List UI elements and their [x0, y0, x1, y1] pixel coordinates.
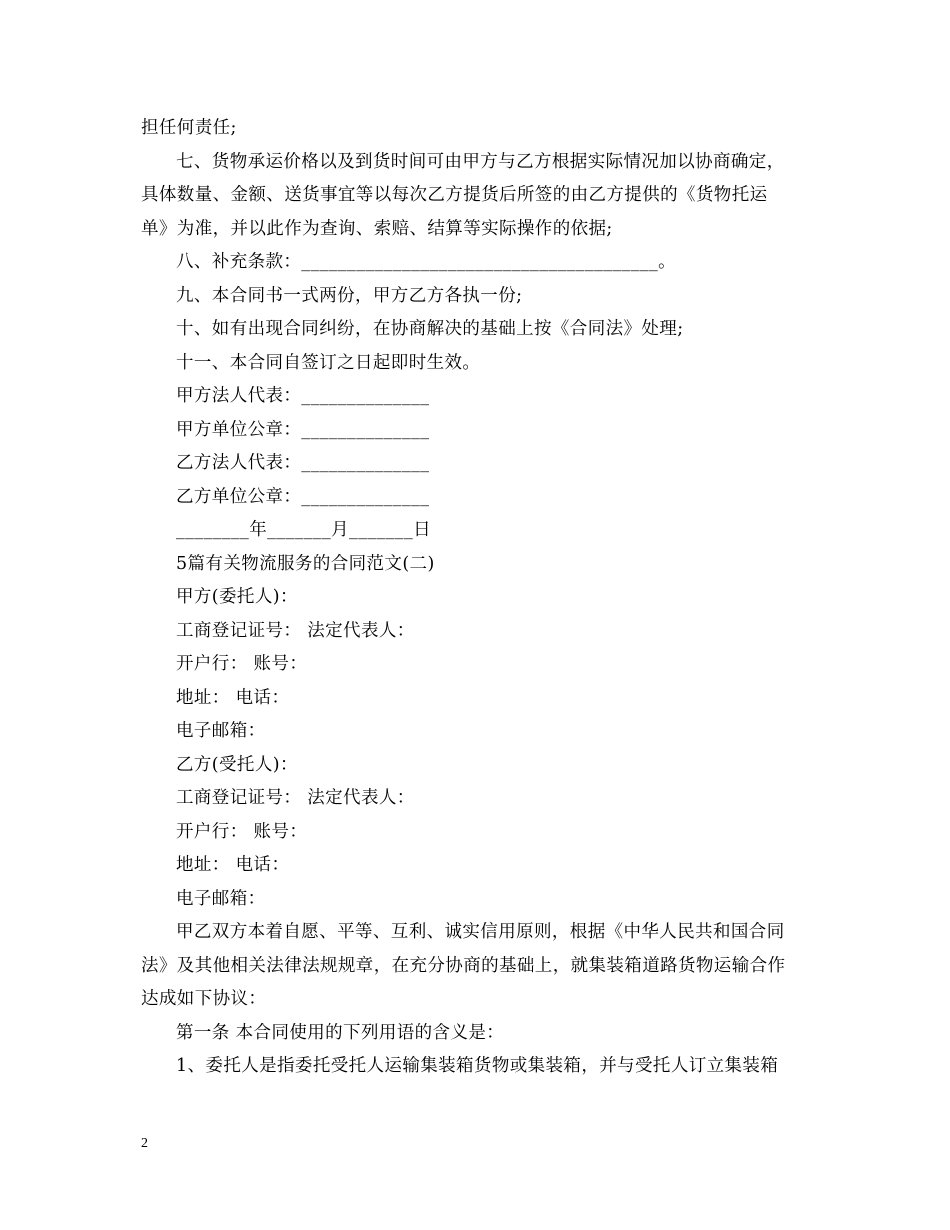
- article-one-item-1: 1、委托人是指委托受托人运输集装箱货物或集装箱，并与受托人订立集装箱: [176, 1056, 779, 1076]
- page-number: 2: [141, 1136, 148, 1151]
- party-a-registration: 工商登记证号： 法定代表人：: [176, 620, 415, 641]
- party-b-seal-line: 乙方单位公章：______________: [176, 486, 430, 507]
- text-line-6: 九、本合同书一式两份，甲方乙方各执一份;: [176, 285, 523, 306]
- party-a-bank: 开户行： 账号：: [176, 654, 308, 674]
- party-b-legal-rep-line: 乙方法人代表：______________: [176, 453, 430, 473]
- preamble-line-2: 法》及其他相关法律法规规章，在充分协商的基础上，就集装箱道路货物运输合作: [141, 955, 786, 976]
- party-a-seal-line: 甲方单位公章：______________: [176, 419, 430, 440]
- party-b-address: 地址： 电话：: [176, 855, 290, 875]
- party-a-heading: 甲方(委托人)：: [176, 587, 298, 607]
- text-line-8: 十一、本合同自签订之日起即时生效。: [176, 352, 481, 373]
- party-a-address: 地址： 电话：: [176, 687, 290, 708]
- date-line: ________年_______月_______日: [176, 520, 431, 540]
- preamble-line-1: 甲乙双方本着自愿、平等、互利、诚实信用原则，根据《中华人民共和国合同: [176, 922, 785, 942]
- preamble-line-3: 达成如下协议：: [141, 989, 267, 1009]
- supplementary-clause-line: 八、补充条款：_______________________________________。: [176, 252, 677, 272]
- article-one-heading: 第一条 本合同使用的下列用语的含义是：: [176, 1022, 505, 1043]
- section-heading: 5篇有关物流服务的合同范文(二): [176, 553, 435, 574]
- text-line-7: 十、如有出现合同纠纷，在协商解决的基础上按《合同法》处理;: [176, 319, 684, 339]
- party-a-legal-rep-line: 甲方法人代表：______________: [176, 386, 430, 406]
- text-line-4: 单》为准，并以此作为查询、索赔、结算等实际操作的依据;: [141, 218, 613, 239]
- text-line-1: 担任何责任;: [141, 118, 237, 138]
- text-line-2: 七、货物承运价格以及到货时间可由甲方与乙方根据实际情况加以协商确定，: [176, 151, 785, 172]
- text-line-3: 具体数量、金额、送货事宜等以每次乙方提货后所签的由乙方提供的《货物托运: [141, 185, 768, 205]
- party-b-email: 电子邮箱：: [176, 888, 266, 909]
- document-body: [141, 112, 811, 1084]
- party-a-email: 电子邮箱：: [176, 721, 266, 741]
- party-b-registration: 工商登记证号： 法定代表人：: [176, 788, 415, 808]
- party-b-bank: 开户行： 账号：: [176, 821, 308, 842]
- party-b-heading: 乙方(受托人)：: [176, 754, 298, 775]
